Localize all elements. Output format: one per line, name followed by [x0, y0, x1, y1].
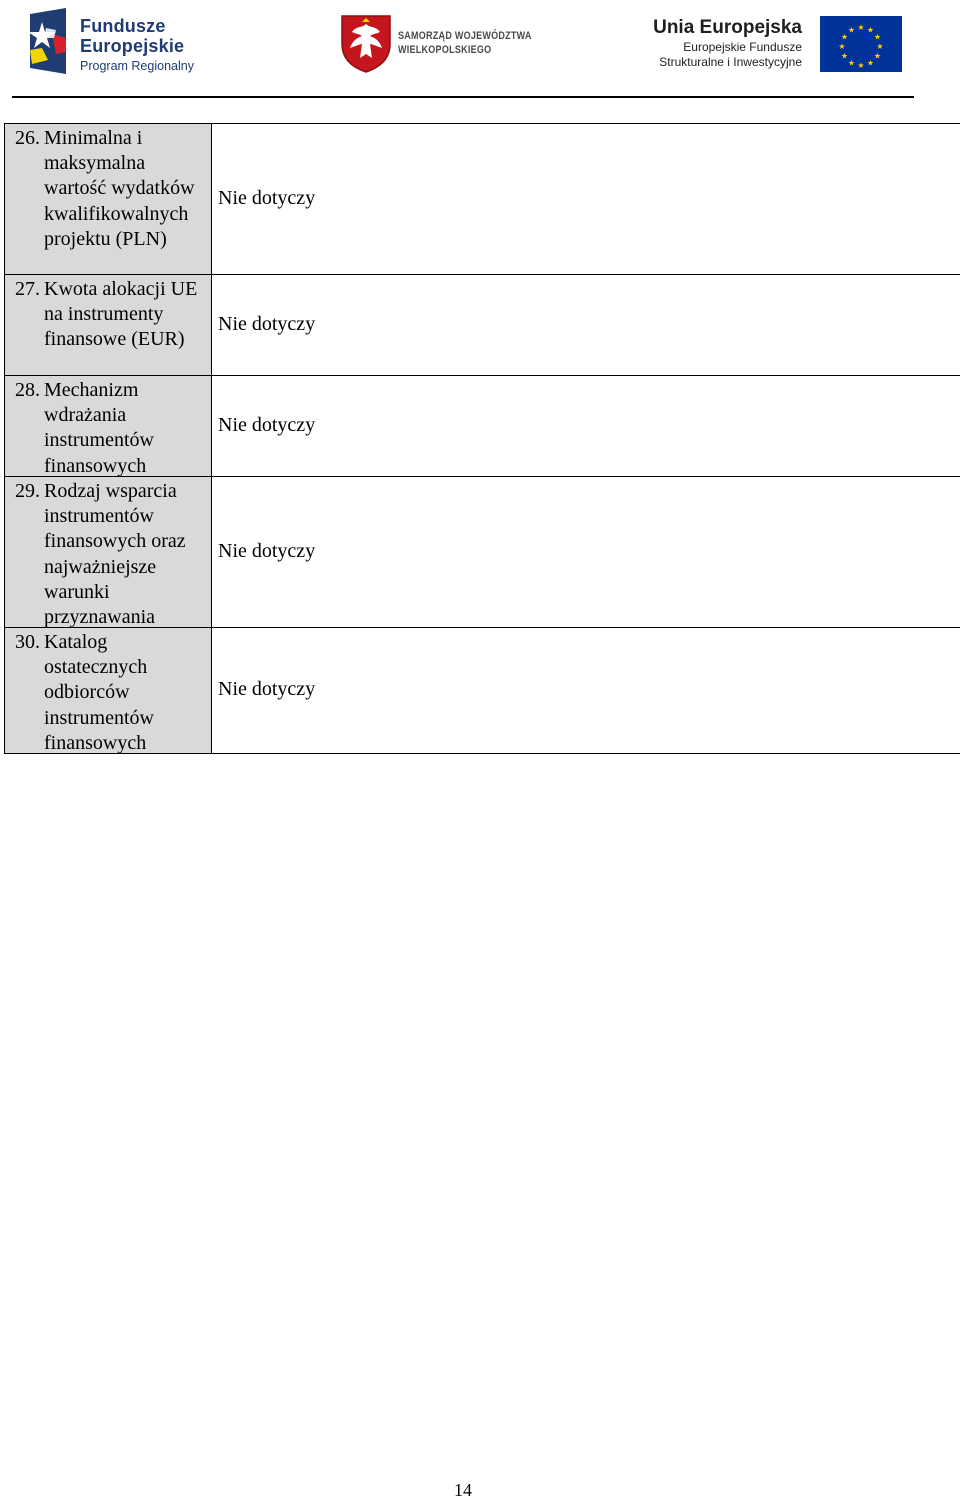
fe-logo-line1: Fundusze: [80, 16, 166, 36]
ue-logo-sub2: Strukturalne i Inwestycyjne: [659, 55, 802, 69]
row-number: 28.: [15, 379, 40, 401]
samorzad-wojewodztwa-logo: [340, 14, 530, 74]
row-label: Minimalna i maksymalna wartość wydatków kwalifikowalnych projektu (PLN): [44, 127, 195, 250]
eu-flag-icon: [820, 16, 902, 72]
row-value: Nie dotyczy: [218, 186, 316, 209]
row-number: 26.: [15, 127, 40, 149]
fe-logo-line3: Program Regionalny: [80, 59, 194, 73]
table-row: [5, 477, 960, 628]
info-table: [4, 123, 960, 754]
row-value-cell: [2, 628, 960, 753]
table-row: [5, 628, 960, 754]
svg-text:★: ★: [873, 51, 882, 61]
svg-text:★: ★: [866, 58, 875, 68]
coat-of-arms-icon: [340, 14, 392, 74]
page-number: 14: [454, 1480, 472, 1500]
svg-text:★: ★: [876, 42, 884, 51]
svg-text:★: ★: [840, 51, 849, 61]
row-value: Nie dotyczy: [218, 413, 316, 436]
table-row: [5, 376, 960, 477]
row-value-cell: [2, 477, 960, 627]
row-number: 27.: [15, 278, 40, 300]
page-header: [0, 0, 960, 98]
row-value-cell: [2, 376, 960, 476]
ue-logo-title: Unia Europejska: [653, 17, 802, 38]
svg-text:★: ★: [866, 25, 875, 35]
fe-logo-line2: Europejskie: [80, 36, 185, 56]
row-value-cell: [2, 275, 960, 375]
header-divider: [12, 96, 914, 98]
table-row: [5, 275, 960, 376]
ue-logo-sub1: Europejskie Fundusze: [683, 40, 802, 54]
row-value-cell: [2, 124, 960, 274]
row-label: Katalog ostatecznych odbiorców instrumentów finansowych: [44, 631, 154, 754]
row-value: Nie dotyczy: [218, 678, 316, 700]
unia-europejska-logo: [640, 14, 905, 76]
svg-text:★: ★: [857, 61, 865, 70]
row-number: 29.: [15, 480, 40, 502]
row-label: Kwota alokacji UE na instrumenty finansowe (EUR): [44, 278, 198, 351]
svg-text:★: ★: [838, 42, 846, 51]
row-value: Nie dotyczy: [218, 539, 316, 562]
swl-logo-line1: SAMORZĄD WOJEWÓDZTWA: [398, 30, 532, 42]
table-row: [5, 124, 960, 275]
row-label: Mechanizm wdrażania instrumentów finansowych: [44, 379, 154, 477]
row-label: Rodzaj wsparcia instrumentów finansowych oraz najważniejsze warunki przyznawania: [44, 480, 186, 629]
fundusze-europejskie-logo: [28, 8, 218, 78]
svg-text:★: ★: [847, 58, 856, 68]
row-value: Nie dotyczy: [218, 312, 316, 335]
row-number: 30.: [15, 631, 40, 653]
swl-logo-line2: WIELKOPOLSKIEGO: [398, 44, 492, 56]
fe-star-icon: [28, 8, 74, 76]
svg-text:★: ★: [873, 32, 882, 42]
svg-text:★: ★: [847, 25, 856, 35]
svg-text:★: ★: [857, 23, 865, 32]
svg-text:★: ★: [840, 32, 849, 42]
